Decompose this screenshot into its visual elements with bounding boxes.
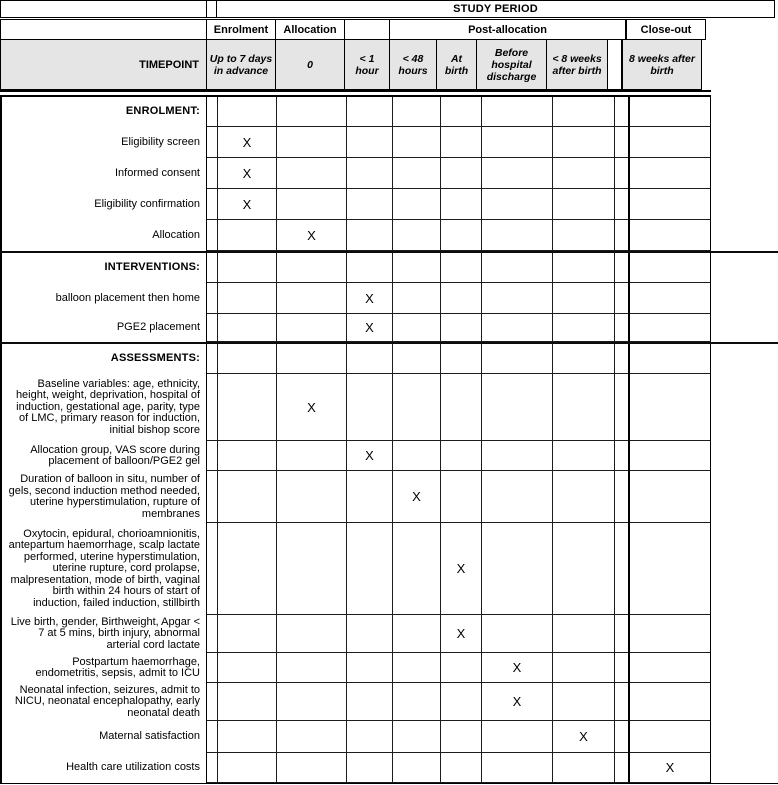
grid-cell (553, 441, 615, 471)
grid-cell (630, 374, 711, 441)
grid-cell (553, 615, 615, 653)
grid-cell (553, 653, 615, 683)
row-label: Live birth, gender, Birthweight, Apgar < 7 at 5 mins, birth injury, abnormal arterial cord lactate (0, 615, 207, 653)
grid-cell (347, 220, 393, 251)
grid-cell (482, 253, 553, 283)
grid-cell (630, 220, 711, 251)
grid-cell (482, 615, 553, 653)
grid-cell (393, 523, 441, 615)
timepoint-label: TIMEPOINT (0, 39, 207, 90)
grid-cell (393, 615, 441, 653)
phase-enrolment: Enrolment (206, 19, 276, 40)
grid-cell (393, 97, 441, 127)
timepoint-up-to-7-days: Up to 7 days in advance (206, 39, 276, 90)
grid-cell (482, 344, 553, 374)
grid-cell (393, 189, 441, 220)
grid-cell (277, 127, 347, 158)
top-left-empty-cell (0, 0, 207, 18)
mark-x: X (553, 721, 615, 753)
grid-cell (441, 753, 482, 783)
timepoint-1-hour: < 1 hour (344, 39, 390, 90)
grid-cell (441, 127, 482, 158)
grid-cell (347, 127, 393, 158)
row-label: Duration of balloon in situ, number of gels, second induction method needed, uterine hyperstimulation, rupture of membranes (0, 471, 207, 523)
section-header: INTERVENTIONS: (0, 253, 207, 283)
grid-cell (277, 253, 347, 283)
grid-cell (630, 283, 711, 314)
row-label: Allocation (0, 220, 207, 251)
mark-x: X (347, 314, 393, 342)
timepoint-48-hours: < 48 hours (389, 39, 437, 90)
grid-cell (277, 721, 347, 753)
grid-cell (218, 344, 277, 374)
section-2 (0, 342, 778, 784)
grid-cell (218, 683, 277, 721)
grid-cell (553, 523, 615, 615)
grid-cell (553, 283, 615, 314)
spacer-cell (615, 97, 630, 127)
grid-cell (218, 441, 277, 471)
grid-cell (393, 653, 441, 683)
grid-cell (630, 523, 711, 615)
mark-x: X (441, 615, 482, 653)
grid-cell (441, 253, 482, 283)
grid-cell (441, 683, 482, 721)
grid-cell (553, 471, 615, 523)
grid-cell (218, 97, 277, 127)
spacer-cell (615, 471, 630, 523)
grid-cell (441, 653, 482, 683)
row-label: Oxytocin, epidural, chorioamnionitis, antepartum haemorrhage, scalp lactate performed, uterine hyperstimulation, uterine rupture, cord prolapse, malpresentation, mode of birth, vaginal birth within 24 hours of start of induction, failed induction, stillbirth (0, 523, 207, 615)
grid-cell (553, 97, 615, 127)
grid-cell (393, 753, 441, 783)
grid-cell (347, 189, 393, 220)
grid-cell (441, 189, 482, 220)
grid-cell (393, 253, 441, 283)
spacer-cell (615, 523, 630, 615)
grid-cell (347, 374, 393, 441)
grid-cell (393, 683, 441, 721)
grid-cell (393, 127, 441, 158)
spacer-cell (207, 374, 218, 441)
spacer-cell (207, 97, 218, 127)
grid-cell (553, 753, 615, 783)
grid-cell (553, 158, 615, 189)
grid-cell (218, 220, 277, 251)
grid-cell (630, 253, 711, 283)
spacer-cell (207, 220, 218, 251)
row-label: Neonatal infection, seizures, admit to NICU, neonatal encephalopathy, early neonatal death (0, 683, 207, 721)
spacer-cell (615, 253, 630, 283)
grid-cell (277, 753, 347, 783)
timepoint-8-weeks-lt: < 8 weeks after birth (546, 39, 608, 90)
grid-cell (393, 283, 441, 314)
spacer-cell (615, 127, 630, 158)
study-period-title: STUDY PERIOD (216, 0, 775, 18)
grid-cell (347, 344, 393, 374)
grid-cell (393, 158, 441, 189)
grid-cell (218, 523, 277, 615)
mark-x: X (441, 523, 482, 615)
grid-cell (482, 189, 553, 220)
mark-x: X (393, 471, 441, 523)
timepoint-spacer-cell (607, 39, 622, 90)
grid-cell (277, 97, 347, 127)
grid-cell (393, 441, 441, 471)
mark-x: X (482, 683, 553, 721)
grid-cell (277, 653, 347, 683)
grid-cell (218, 283, 277, 314)
grid-cell (393, 314, 441, 342)
spacer-cell (207, 441, 218, 471)
grid-cell (630, 471, 711, 523)
grid-cell (393, 374, 441, 441)
mark-x: X (218, 189, 277, 220)
row-label: Allocation group, VAS score during placement of balloon/PGE2 gel (0, 441, 207, 471)
grid-cell (630, 615, 711, 653)
grid-cell (347, 721, 393, 753)
grid-cell (482, 314, 553, 342)
grid-cell (482, 523, 553, 615)
phase-empty-label-cell (0, 19, 207, 40)
section-1 (0, 251, 778, 342)
row-label: Health care utilization costs (0, 753, 207, 783)
timepoint-at-birth: At birth (436, 39, 477, 90)
grid-cell (277, 683, 347, 721)
grid-cell (553, 683, 615, 721)
grid-cell (553, 189, 615, 220)
mark-x: X (218, 158, 277, 189)
spacer-cell (615, 615, 630, 653)
grid-cell (347, 523, 393, 615)
grid-cell (218, 471, 277, 523)
spacer-cell (615, 753, 630, 783)
grid-cell (277, 615, 347, 653)
spacer-cell (207, 127, 218, 158)
row-label: Baseline variables: age, ethnicity, height, weight, deprivation, hospital of induction, gestational age, parity, type of LMC, primary reason for induction, initial bishop score (0, 374, 207, 441)
grid-cell (347, 471, 393, 523)
spacer-cell (615, 653, 630, 683)
grid-cell (482, 441, 553, 471)
spacer-cell (207, 523, 218, 615)
grid-cell (553, 344, 615, 374)
mark-x: X (347, 283, 393, 314)
grid-cell (482, 158, 553, 189)
spacer-cell (615, 314, 630, 342)
schedule-body (0, 97, 778, 784)
grid-cell (441, 721, 482, 753)
spacer-cell (207, 253, 218, 283)
grid-cell (218, 253, 277, 283)
grid-cell (630, 127, 711, 158)
grid-cell (218, 753, 277, 783)
grid-cell (441, 97, 482, 127)
spacer-cell (207, 189, 218, 220)
grid-cell (393, 344, 441, 374)
grid-cell (277, 344, 347, 374)
grid-cell (630, 721, 711, 753)
grid-cell (277, 189, 347, 220)
spacer-cell (615, 283, 630, 314)
grid-cell (277, 471, 347, 523)
grid-cell (347, 683, 393, 721)
grid-cell (630, 97, 711, 127)
phase-empty-cell (344, 19, 390, 40)
row-label: Maternal satisfaction (0, 721, 207, 753)
grid-cell (441, 344, 482, 374)
spacer-cell (615, 220, 630, 251)
grid-cell (347, 158, 393, 189)
spacer-cell (207, 615, 218, 653)
spacer-cell (207, 683, 218, 721)
grid-cell (482, 220, 553, 251)
grid-cell (347, 97, 393, 127)
grid-cell (277, 523, 347, 615)
row-label: PGE2 placement (0, 314, 207, 342)
phase-close-out: Close-out (625, 19, 706, 40)
mark-x: X (630, 753, 711, 783)
spacer-cell (207, 158, 218, 189)
grid-cell (482, 97, 553, 127)
section-0 (0, 97, 778, 251)
grid-cell (482, 127, 553, 158)
grid-cell (482, 283, 553, 314)
grid-cell (441, 158, 482, 189)
section-header: ASSESSMENTS: (0, 344, 207, 374)
spacer-cell (207, 721, 218, 753)
header-double-rule (0, 90, 711, 97)
mark-x: X (218, 127, 277, 158)
grid-cell (441, 441, 482, 471)
grid-cell (393, 721, 441, 753)
spacer-cell (207, 653, 218, 683)
spacer-cell (207, 314, 218, 342)
grid-cell (553, 253, 615, 283)
spacer-cell (207, 344, 218, 374)
spacer-cell (615, 374, 630, 441)
grid-cell (630, 441, 711, 471)
spacer-cell (615, 721, 630, 753)
grid-cell (393, 220, 441, 251)
spacer-cell (615, 441, 630, 471)
spacer-cell (615, 158, 630, 189)
grid-cell (441, 220, 482, 251)
timepoint-8-weeks-after: 8 weeks after birth (621, 39, 702, 90)
timepoint-zero: 0 (275, 39, 345, 90)
row-label: Postpartum haemorrhage, endometritis, sepsis, admit to ICU (0, 653, 207, 683)
grid-cell (218, 374, 277, 441)
phase-allocation: Allocation (275, 19, 345, 40)
row-label: balloon placement then home (0, 283, 207, 314)
grid-cell (630, 653, 711, 683)
grid-cell (347, 753, 393, 783)
grid-cell (482, 471, 553, 523)
grid-cell (441, 283, 482, 314)
grid-cell (553, 314, 615, 342)
grid-cell (277, 314, 347, 342)
grid-cell (630, 158, 711, 189)
mark-x: X (277, 374, 347, 441)
grid-cell (347, 253, 393, 283)
mark-x: X (482, 653, 553, 683)
grid-cell (553, 127, 615, 158)
grid-cell (277, 283, 347, 314)
spacer-cell (615, 683, 630, 721)
grid-cell (630, 189, 711, 220)
grid-cell (347, 615, 393, 653)
grid-cell (347, 653, 393, 683)
grid-cell (441, 471, 482, 523)
grid-cell (482, 753, 553, 783)
phase-post-allocation: Post-allocation (389, 19, 626, 40)
grid-cell (277, 158, 347, 189)
spacer-cell (615, 189, 630, 220)
phase-header-row (0, 19, 778, 40)
grid-cell (630, 314, 711, 342)
study-period-row (0, 0, 778, 18)
grid-cell (482, 374, 553, 441)
grid-cell (441, 374, 482, 441)
grid-cell (218, 721, 277, 753)
spacer-cell (207, 753, 218, 783)
spacer-cell (207, 283, 218, 314)
spacer-cell (207, 471, 218, 523)
grid-cell (553, 220, 615, 251)
row-label: Eligibility screen (0, 127, 207, 158)
grid-cell (482, 721, 553, 753)
grid-cell (218, 615, 277, 653)
grid-cell (218, 653, 277, 683)
grid-cell (630, 683, 711, 721)
grid-cell (218, 314, 277, 342)
mark-x: X (277, 220, 347, 251)
row-label: Eligibility confirmation (0, 189, 207, 220)
spacer-cell (615, 344, 630, 374)
grid-cell (630, 344, 711, 374)
timepoint-before-discharge: Before hospital discharge (476, 39, 547, 90)
section-header: ENROLMENT: (0, 97, 207, 127)
timepoint-header-row (0, 39, 778, 90)
grid-cell (553, 374, 615, 441)
row-label: Informed consent (0, 158, 207, 189)
grid-cell (441, 314, 482, 342)
grid-cell (277, 441, 347, 471)
mark-x: X (347, 441, 393, 471)
